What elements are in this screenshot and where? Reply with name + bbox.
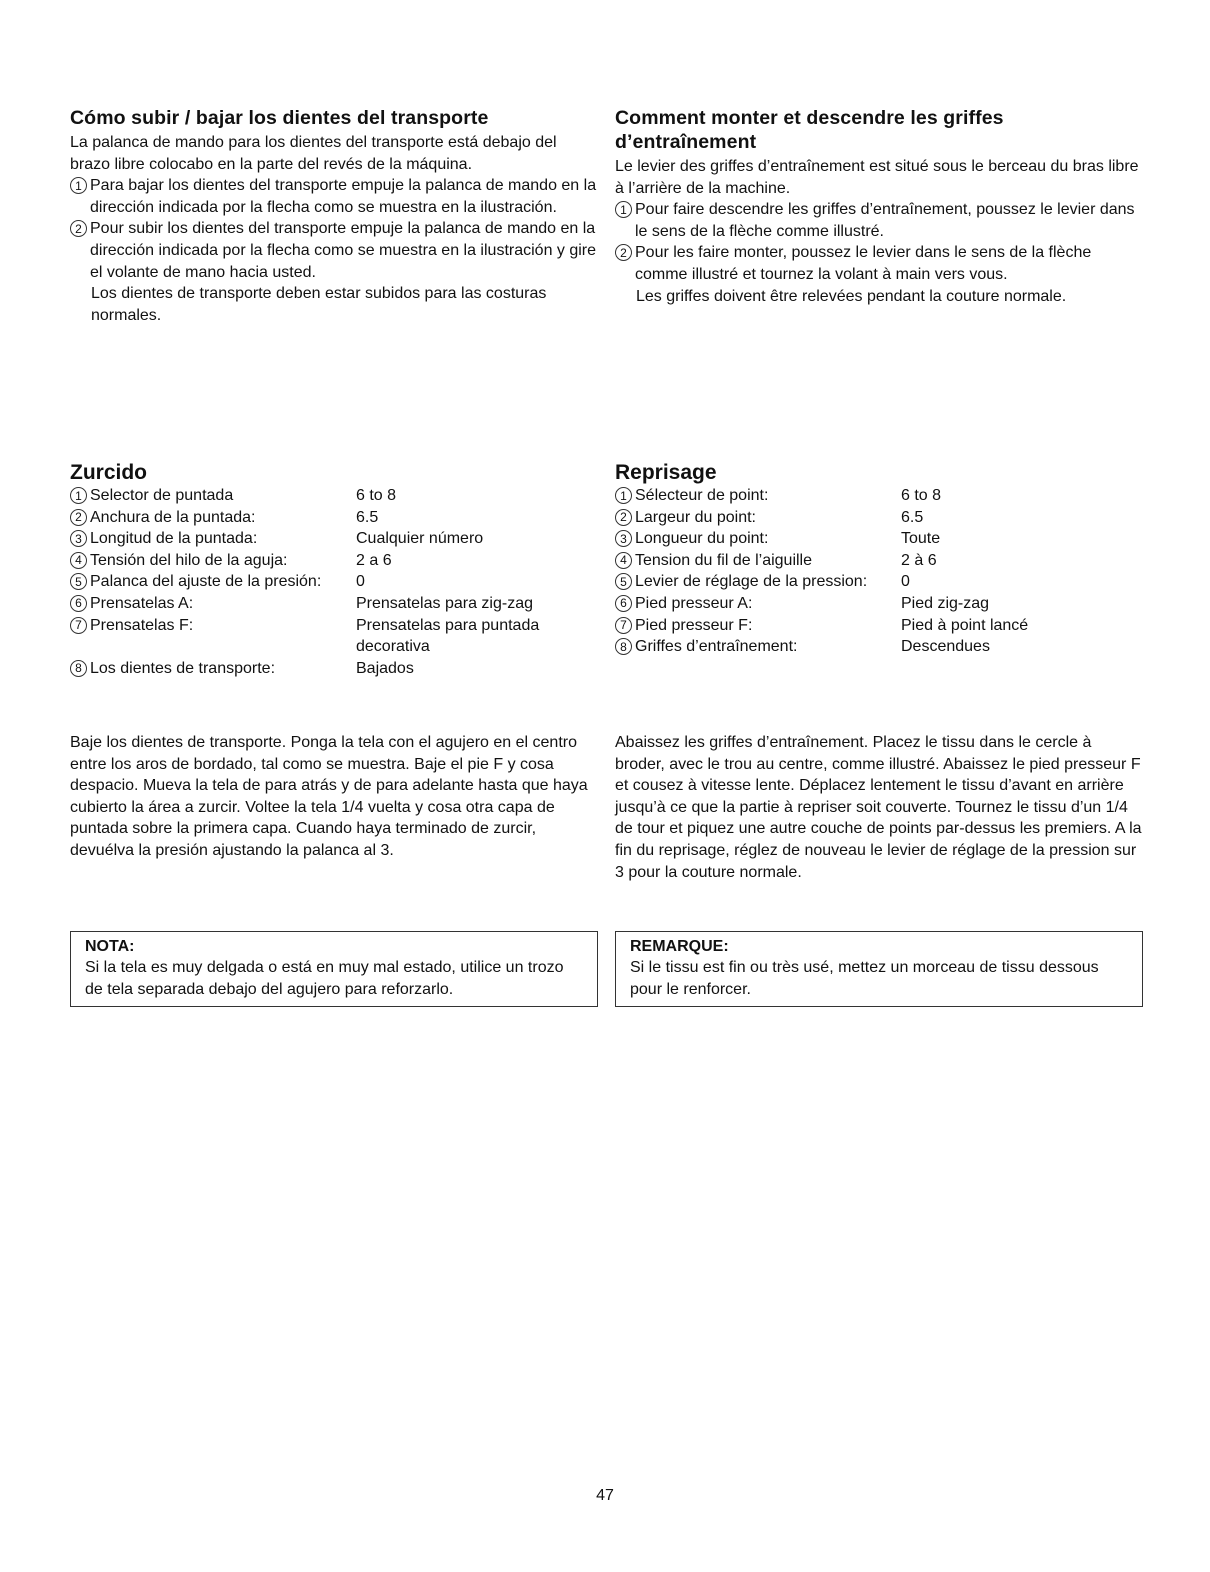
step-text: Pour les faire monter, poussez le levier dans le sens de la flèche comme illustré et tournez la volant à main vers vous. (635, 244, 1092, 283)
setting-label-text: Anchura de la puntada: (90, 508, 256, 526)
step-number-badge: 2 (70, 220, 87, 237)
es-feed-dogs-extra: Los dientes de transporte deben estar subidos para las costuras normales. (91, 285, 547, 324)
page-number: 47 (596, 1487, 614, 1504)
step-number-badge: 5 (615, 573, 632, 590)
es-feed-dogs-section (70, 106, 600, 326)
fr-note-title: REMARQUE: (630, 938, 729, 955)
step-number-badge: 1 (70, 177, 87, 194)
fr-darning-title: Reprisage (615, 461, 717, 484)
fr-step-2 (615, 242, 1145, 285)
setting-value: Prensatelas para zig-zag (356, 594, 533, 612)
fr-feed-dogs-section (615, 106, 1145, 307)
step-number-badge: 8 (615, 638, 632, 655)
step-text: Para bajar los dientes del transporte empuje la palanca de mando en la dirección indicada por la flecha como se muestra en la ilustración. (90, 177, 597, 216)
step-number-badge: 4 (70, 552, 87, 569)
es-settings-table (70, 485, 600, 679)
setting-label (615, 550, 901, 572)
setting-value: Cualquier número (356, 530, 484, 548)
setting-label-text: Palanca del ajuste de la presión: (90, 573, 322, 591)
setting-label (615, 615, 901, 637)
step-number-badge: 1 (615, 201, 632, 218)
setting-label-text: Levier de réglage de la pression: (635, 573, 868, 591)
setting-label-text: Pied presseur A: (635, 594, 753, 612)
setting-value: 2 à 6 (901, 551, 937, 569)
es-darning-section (70, 461, 600, 679)
step-number-badge: 1 (70, 487, 87, 504)
setting-label (615, 636, 901, 658)
es-note-block (70, 931, 600, 1007)
setting-label (70, 507, 356, 529)
setting-label-text: Prensatelas F: (90, 616, 194, 634)
setting-label (615, 571, 901, 593)
fr-step-1 (615, 199, 1145, 242)
setting-label-text: Selector de puntada (90, 487, 234, 504)
step-number-badge: 2 (615, 244, 632, 261)
step-number-badge: 3 (70, 530, 87, 547)
fr-note-block (615, 931, 1145, 1007)
setting-value: 0 (901, 573, 910, 591)
setting-value: 6 to 8 (901, 487, 942, 504)
setting-label-text: Tensión del hilo de la aguja: (90, 551, 288, 569)
fr-darning-body-block (615, 732, 1145, 883)
es-step-2 (70, 218, 600, 283)
step-text: Pour faire descendre les griffes d’entraînement, poussez le levier dans le sens de la flèche comme illustré. (635, 201, 1135, 240)
setting-value: 0 (356, 573, 365, 591)
setting-label-text: Sélecteur de point: (635, 487, 769, 504)
es-note-title: NOTA: (85, 938, 135, 955)
step-number-badge: 8 (70, 660, 87, 677)
step-number-badge: 4 (615, 552, 632, 569)
es-darning-title: Zurcido (70, 461, 147, 484)
setting-label-text: Longitud de la puntada: (90, 530, 258, 548)
setting-value: Pied zig-zag (901, 594, 990, 612)
setting-label-text: Largeur du point: (635, 508, 756, 526)
step-number-badge: 7 (615, 617, 632, 634)
setting-label-text: Pied presseur F: (635, 616, 753, 634)
setting-label (70, 550, 356, 572)
es-note-text: Si la tela es muy delgada o está en muy mal estado, utilice un trozo de tela separada debajo del agujero para reforzarlo. (85, 959, 564, 998)
setting-value: 2 a 6 (356, 551, 392, 569)
fr-feed-dogs-extra: Les griffes doivent être relevées pendant la couture normale. (636, 287, 1067, 305)
es-feed-dogs-intro: La palanca de mando para los dientes del transporte está debajo del brazo libre colocabo en la parte del revés de la máquina. (70, 134, 557, 173)
setting-value: 6 to 8 (356, 487, 397, 504)
setting-value: Pied à point lancé (901, 616, 1029, 634)
fr-darning-body: Abaissez les griffes d’entraînement. Placez le tissu dans le cercle à broder, avec le trou au centre, comme illustré. Abaissez le pied presseur F et cousez à vitesse lente. Déplacez lentement le tissu d’avant en arrière jusqu’à ce que la partie à repriser soit couverte. Tournez le tissu d’un 1/4 de tour et piquez une autre couche de points par-dessus les premiers. A la fin du reprisage, réglez de nouveau le levier de réglage de la pression sur 3 pour la couture normale. (615, 734, 1142, 881)
es-feed-dogs-title: Cómo subir / bajar los dientes del transporte (70, 107, 489, 129)
step-number-badge: 6 (615, 595, 632, 612)
step-number-badge: 2 (70, 509, 87, 526)
setting-label-text: Griffes d’entraînement: (635, 638, 798, 656)
setting-value: Descendues (901, 638, 990, 656)
es-darning-body: Baje los dientes de transporte. Ponga la tela con el agujero en el centro entre los aros de bordado, tal como se muestra. Baje el pie F y cosa despacio. Mueva la tela de para atrás y de para adelante hasta que haya cubierto la área a zurcir. Voltee la tela 1/4 vuelta y cosa otra capa de puntada sobre la primera capa. Cuando haya terminado de zurcir, devuélva la presión ajustando la palanca al 3. (70, 734, 588, 859)
setting-value: Prensatelas para puntada decorativa (356, 616, 540, 656)
setting-value: Bajados (356, 659, 414, 677)
setting-value: Toute (901, 530, 941, 548)
fr-darning-section (615, 461, 1145, 658)
setting-label (70, 528, 356, 550)
setting-label (615, 507, 901, 529)
fr-note-text: Si le tissu est fin ou très usé, mettez un morceau de tissu dessous pour le renforcer. (630, 959, 1099, 998)
setting-label-text: Los dientes de transporte: (90, 659, 276, 677)
setting-label-text: Tension du fil de l’aiguille (635, 551, 812, 569)
setting-label (70, 593, 356, 615)
setting-label (615, 593, 901, 615)
setting-label (70, 485, 356, 507)
fr-feed-dogs-intro: Le levier des griffes d’entraînement est situé sous le berceau du bras libre à l’arrière de la machine. (615, 158, 1139, 197)
step-number-badge: 7 (70, 617, 87, 634)
setting-label (615, 528, 901, 550)
step-number-badge: 2 (615, 509, 632, 526)
setting-label (70, 658, 356, 680)
fr-settings-table (615, 485, 1145, 658)
step-number-badge: 3 (615, 530, 632, 547)
setting-label (615, 485, 901, 507)
step-number-badge: 6 (70, 595, 87, 612)
es-darning-body-block (70, 732, 600, 862)
setting-value: 6.5 (901, 508, 924, 526)
step-text: Pour subir los dientes del transporte empuje la palanca de mando en la dirección indicada por la flecha como se muestra en la ilustración y gire el volante de mano hacia usted. (90, 220, 597, 281)
setting-value: 6.5 (356, 508, 379, 526)
setting-label (70, 615, 356, 658)
step-number-badge: 1 (615, 487, 632, 504)
fr-feed-dogs-title: Comment monter et descendre les griffes d’entraînement (615, 107, 1004, 153)
setting-label-text: Longueur du point: (635, 530, 769, 548)
setting-label (70, 571, 356, 593)
es-step-1 (70, 175, 600, 218)
es-note-box (70, 931, 598, 1007)
setting-label-text: Prensatelas A: (90, 594, 194, 612)
fr-note-box (615, 931, 1143, 1007)
step-number-badge: 5 (70, 573, 87, 590)
